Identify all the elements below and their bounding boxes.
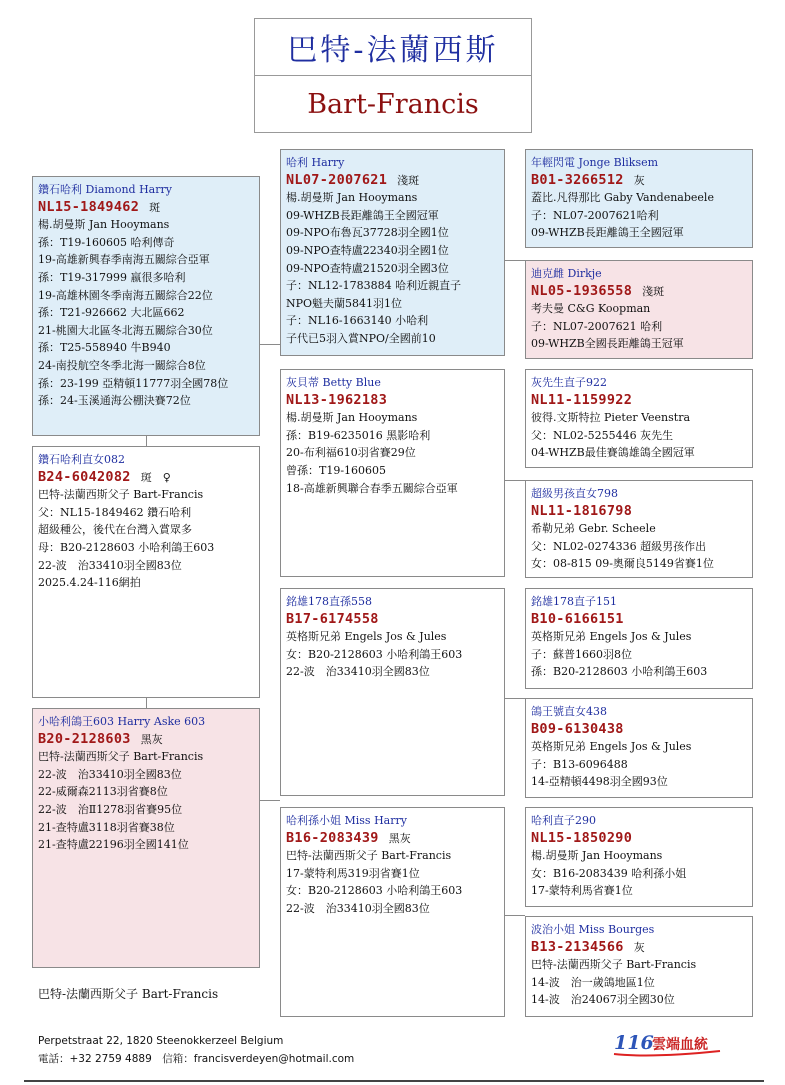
bird-name: 波治小姐 Miss Bourges xyxy=(531,923,655,936)
info-line: 考夫曼 C&G Koopman xyxy=(531,302,651,316)
cloud-pedigree-logo xyxy=(612,1030,722,1058)
ring-number: NL15-1850290 xyxy=(531,829,633,846)
info-line: 04-WHZB最佳賽鴿雄鴿全國冠軍 xyxy=(531,446,695,460)
info-line: 24-南投航空冬季北海一關綜合8位 xyxy=(38,358,206,372)
info-line: 彼得.文斯特拉 Pieter Veenstra xyxy=(531,411,691,425)
pedigree-title-box xyxy=(254,18,532,133)
info-line: 女：08-815 09-奧爾良5149省賽1位 xyxy=(531,557,714,571)
info-line: 09-WHZB長距離鴿王全國冠軍 xyxy=(286,208,439,222)
bird-name: 迪克雌 Dirkje xyxy=(531,267,602,280)
bird-color: 斑 xyxy=(149,200,161,214)
info-line: 孫：24-玉溪通海公棚決賽72位 xyxy=(38,394,191,408)
info-line: 17-蒙特利馬省賽1位 xyxy=(531,884,633,898)
great-granddam-card xyxy=(525,260,753,359)
great-grandsire-card xyxy=(525,807,753,907)
info-line: 孫：B20-2128603 小哈利鴿王603 xyxy=(531,665,708,679)
bird-name: 鑽石哈利 Diamond Harry xyxy=(38,183,172,196)
ring-number: B17-6174558 xyxy=(286,610,379,627)
subject-card xyxy=(32,176,260,436)
info-line: NPO魁夫蘭5841羽1位 xyxy=(286,296,403,310)
info-line: 22-波 治Ⅱ1278羽省賽95位 xyxy=(38,802,183,816)
info-line: 22-波 治33410羽全國83位 xyxy=(286,665,430,679)
info-line: 子：蘇普1660羽8位 xyxy=(531,647,632,661)
breeder-name: 巴特-法蘭西斯父子 Bart-Francis xyxy=(38,987,219,1001)
svg-text:116: 116 xyxy=(614,1032,654,1054)
info-line: 20-布利福610羽省賽29位 xyxy=(286,446,416,460)
info-line: 09-NPO查特盧21520羽全國3位 xyxy=(286,261,449,275)
info-line: 女：B16-2083439 哈利孫小姐 xyxy=(531,866,687,880)
great-granddam-card xyxy=(525,916,753,1017)
info-line: 曾孫：T19-160605 xyxy=(286,463,387,477)
info-line: 09-WHZB長距離鴿王全國冠軍 xyxy=(531,226,684,240)
main-dam-card xyxy=(32,446,260,698)
info-line: 巴特-法蘭西斯父子 Bart-Francis xyxy=(531,958,697,972)
bird-color: 灰 xyxy=(633,940,645,954)
info-line: 孫：B19-6235016 黑影哈利 xyxy=(286,428,431,442)
bird-color: 黑灰 xyxy=(388,831,411,845)
info-line: 巴特-法蘭西斯父子 Bart-Francis xyxy=(38,488,204,502)
info-line: 09-WHZB全國長距離鴿王冠軍 xyxy=(531,337,684,351)
grandsire-card xyxy=(280,149,505,356)
info-line: 21-查特盧3118羽省賽38位 xyxy=(38,820,175,834)
ring-number: NL05-1936558 xyxy=(531,282,633,299)
connector xyxy=(146,436,147,446)
bird-color: 黑灰 xyxy=(140,732,163,746)
info-line: 14-亞精頓4498羽全國93位 xyxy=(531,775,668,789)
breeder-address: Perpetstraat 22, 1820 Steenokkerzeel Belgium xyxy=(38,1035,284,1047)
ring-number: NL07-2007621 xyxy=(286,171,388,188)
dam-card xyxy=(32,708,260,968)
info-line: 22-威爾森2113羽省賽8位 xyxy=(38,785,168,799)
ring-number: B01-3266512 xyxy=(531,171,624,188)
info-line: 英格斯兄弟 Engels Jos & Jules xyxy=(531,630,692,644)
breeder-contact xyxy=(38,1032,354,1068)
info-line: 子：NL16-1663140 小哈利 xyxy=(286,314,429,328)
ring-number: B13-2134566 xyxy=(531,938,624,955)
bird-name: 銘雄178直子151 xyxy=(531,595,617,608)
ring-number: B20-2128603 xyxy=(38,730,131,747)
info-line: 英格斯兄弟 Engels Jos & Jules xyxy=(531,740,692,754)
granddam-card xyxy=(280,807,505,1017)
info-line: 母：B20-2128603 小哈利鴿王603 xyxy=(38,540,215,554)
bird-name: 哈利 Harry xyxy=(286,156,345,169)
great-grandsire-card xyxy=(525,369,753,468)
great-grandsire-card xyxy=(525,588,753,689)
info-line: 希勒兄弟 Gebr. Scheele xyxy=(531,522,656,536)
info-line: 子：NL07-2007621 哈利 xyxy=(531,319,663,333)
info-line: 孫：T21-926662 大北區662 xyxy=(38,306,185,320)
bird-color: 灰 xyxy=(633,173,645,187)
connector xyxy=(259,800,280,801)
bird-name: 小哈利鴿王603 Harry Aske 603 xyxy=(38,715,206,728)
info-line: 孫：T19-160605 哈利傳奇 xyxy=(38,235,175,249)
logo-graphic xyxy=(612,1030,722,1058)
info-line: 子代已5羽入賞NPO/全國前10 xyxy=(286,331,436,345)
bird-name: 灰先生直子922 xyxy=(531,376,607,389)
great-grandsire-card xyxy=(525,149,753,248)
granddam-card xyxy=(280,369,505,577)
info-line: 22-波 治33410羽全國83位 xyxy=(286,901,430,915)
breeder-phone-email: 電話：+32 2759 4889 信箱：francisverdeyen@hotmail.com xyxy=(38,1053,355,1065)
title-chinese: 巴特-法蘭西斯 xyxy=(255,19,531,76)
info-line: 父：NL02-5255446 灰先生 xyxy=(531,428,674,442)
info-line: 巴特-法蘭西斯父子 Bart-Francis xyxy=(286,849,452,863)
info-line: 孫：T25-558940 牛B940 xyxy=(38,341,171,355)
bird-color: 淺斑 xyxy=(642,284,665,298)
svg-text:雲端血統: 雲端血統 xyxy=(652,1037,708,1053)
info-line: 孫：T19-317999 嬴很多哈利 xyxy=(38,270,186,284)
ring-number: NL13-1962183 xyxy=(286,391,388,408)
connector xyxy=(146,698,147,708)
info-line: 14-波 治一歲鴿地區1位 xyxy=(531,975,655,989)
info-line: 女：B20-2128603 小哈利鴿王603 xyxy=(286,647,463,661)
info-line: 09-NPO查特盧22340羽全國1位 xyxy=(286,243,449,257)
info-line: 女：B20-2128603 小哈利鴿王603 xyxy=(286,884,463,898)
info-line: 22-波 治33410羽全國83位 xyxy=(38,558,182,572)
ring-number: B10-6166151 xyxy=(531,610,624,627)
info-line: 19-高雄新興春季南海五關綜合亞軍 xyxy=(38,253,210,267)
info-line: 父：NL15-1849462 鑽石哈利 xyxy=(38,505,192,519)
title-english: Bart-Francis xyxy=(307,88,479,120)
great-granddam-card xyxy=(525,698,753,798)
ring-number: B16-2083439 xyxy=(286,829,379,846)
info-line: 17-蒙特利馬319羽省賽1位 xyxy=(286,866,420,880)
bird-name: 超級男孩直女798 xyxy=(531,487,618,500)
info-line: 21-查特盧22196羽全國141位 xyxy=(38,838,189,852)
info-line: 21-桃園大北區冬北海五關綜合30位 xyxy=(38,323,213,337)
ring-number: B24-6042082 xyxy=(38,468,131,485)
connector xyxy=(259,344,280,345)
bird-name: 鴿王號直女438 xyxy=(531,705,607,718)
info-line: 英格斯兄弟 Engels Jos & Jules xyxy=(286,630,447,644)
great-granddam-card xyxy=(525,480,753,578)
connector xyxy=(504,698,525,699)
info-line: 子：B13-6096488 xyxy=(531,757,628,771)
ring-number: NL11-1816798 xyxy=(531,502,633,519)
info-line: 父：NL02-0274336 超級男孩作出 xyxy=(531,539,707,553)
connector xyxy=(504,480,525,481)
bird-color: 斑 ♀ xyxy=(140,470,171,484)
info-line: 楊.胡曼斯 Jan Hooymans xyxy=(531,849,663,863)
ring-number: NL11-1159922 xyxy=(531,391,633,408)
ring-number: B09-6130438 xyxy=(531,720,624,737)
info-line: 19-高雄林園冬季南海五關綜合22位 xyxy=(38,288,213,302)
info-line: 孫：23-199 亞精頓11777羽全國78位 xyxy=(38,376,229,390)
bird-name: 哈利直子290 xyxy=(531,814,596,827)
info-line: 超級種公，後代在台灣入賞眾多 xyxy=(38,523,192,537)
info-line: 子：NL12-1783884 哈利近親直子 xyxy=(286,279,462,293)
info-line: 楊.胡曼斯 Jan Hooymans xyxy=(286,191,418,205)
connector xyxy=(504,260,525,261)
bird-color: 淺斑 xyxy=(397,173,420,187)
connector xyxy=(504,915,525,916)
bird-name: 哈利孫小姐 Miss Harry xyxy=(286,814,407,827)
info-line: 14-波 治24067羽全國30位 xyxy=(531,993,675,1007)
bird-name: 灰貝蒂 Betty Blue xyxy=(286,376,381,389)
info-line: 巴特-法蘭西斯父子 Bart-Francis xyxy=(38,750,204,764)
bird-name: 年輕閃電 Jonge Bliksem xyxy=(531,156,659,169)
info-line: 楊.胡曼斯 Jan Hooymans xyxy=(286,411,418,425)
grandsire-card xyxy=(280,588,505,796)
info-line: 09-NPO布魯瓦37728羽全國1位 xyxy=(286,226,449,240)
info-line: 子：NL07-2007621哈利 xyxy=(531,208,659,222)
info-line: 蓋比.凡得那比 Gaby Vandenabeele xyxy=(531,191,714,205)
bottom-divider xyxy=(24,1080,764,1082)
info-line: 2025.4.24-116網拍 xyxy=(38,576,141,590)
ring-number: NL15-1849462 xyxy=(38,198,140,215)
info-line: 22-波 治33410羽全國83位 xyxy=(38,767,182,781)
info-line: 楊.胡曼斯 Jan Hooymans xyxy=(38,218,170,232)
bird-name: 鑽石哈利直女082 xyxy=(38,453,125,466)
bird-name: 銘雄178直孫558 xyxy=(286,595,372,608)
info-line: 18-高雄新興聯合春季五關綜合亞軍 xyxy=(286,481,458,495)
